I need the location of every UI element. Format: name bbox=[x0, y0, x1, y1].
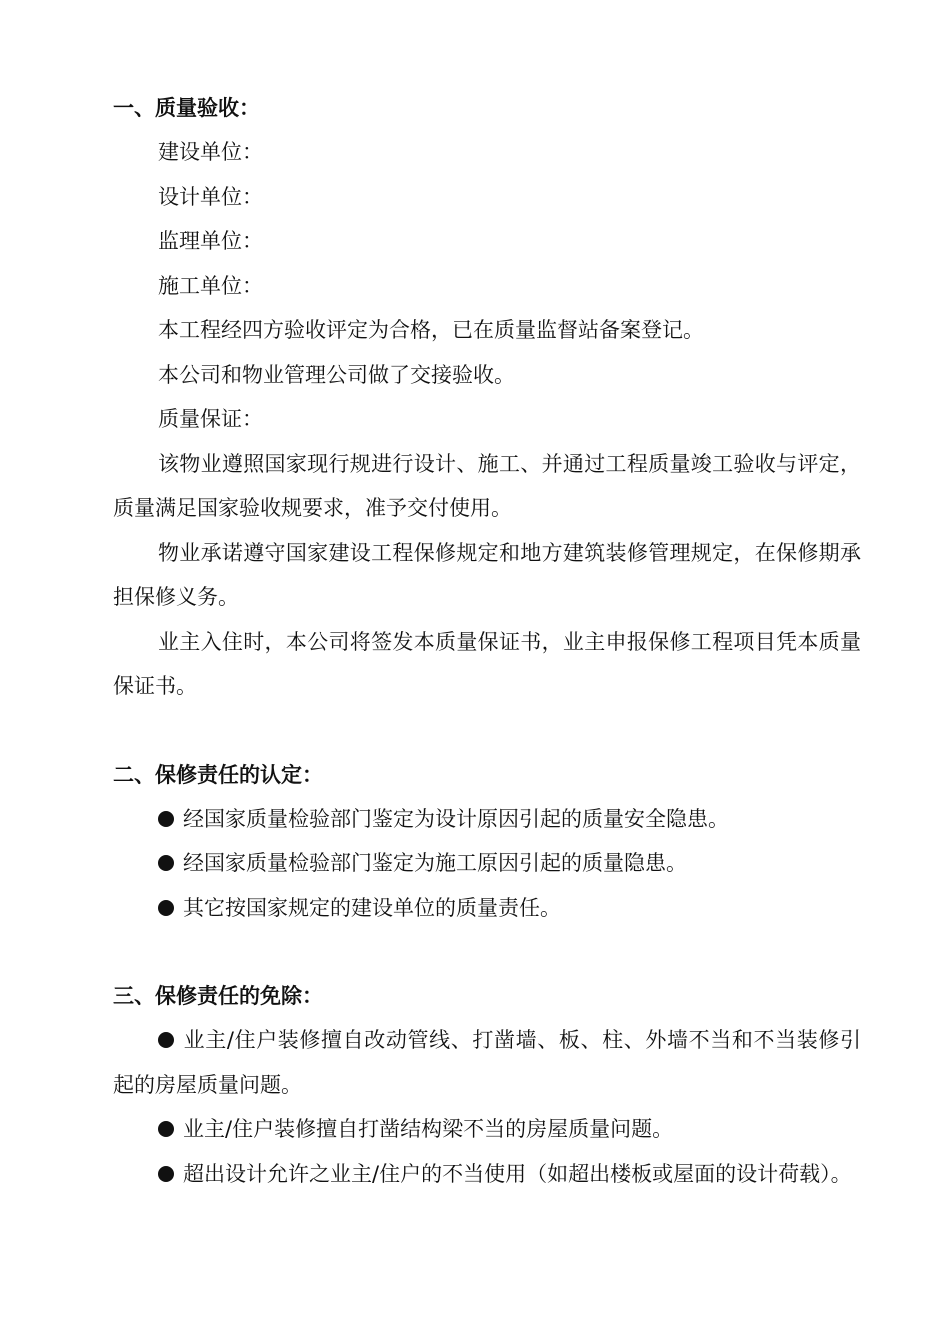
paragraph-warranty-commitment: 物业承诺遵守国家建设工程保修规定和地方建筑装修管理规定，在保修期承担保修义务。 bbox=[113, 540, 861, 609]
field-design-unit: 设计单位： bbox=[158, 184, 263, 209]
list-item bbox=[113, 841, 861, 886]
bullet-icon bbox=[158, 900, 174, 916]
field-builder-unit: 施工单位： bbox=[158, 273, 263, 298]
section-gap bbox=[113, 709, 861, 753]
paragraph-compliance: 该物业遵照国家现行规进行设计、施工、并通过工程质量竣工验收与评定，质量满足国家验收规要求，准予交付使用。 bbox=[113, 451, 861, 520]
list-item bbox=[113, 1107, 861, 1152]
paragraph-certificate-issuance: 业主入住时，本公司将签发本质量保证书，业主申报保修工程项目凭本质量保证书。 bbox=[113, 629, 861, 698]
list-item bbox=[113, 1152, 861, 1197]
guarantee-label: 质量保证： bbox=[158, 407, 263, 431]
list-item-text: 经国家质量检验部门鉴定为设计原因引起的质量安全隐患。 bbox=[183, 806, 729, 831]
section-heading-warranty-responsibility: 二、保修责任的认定： bbox=[113, 762, 323, 787]
bullet-icon bbox=[158, 855, 174, 871]
list-item bbox=[113, 1018, 861, 1107]
list-item bbox=[113, 797, 861, 842]
list-item bbox=[113, 886, 861, 931]
field-supervision-unit: 监理单位： bbox=[158, 229, 263, 253]
statement-handover: 本公司和物业管理公司做了交接验收。 bbox=[158, 362, 515, 387]
document-page bbox=[113, 86, 861, 1196]
list-item-text: 业主/住户装修擅自打凿结构梁不当的房屋质量问题。 bbox=[183, 1117, 674, 1141]
bullet-icon bbox=[158, 1032, 174, 1048]
section-heading-warranty-exemption: 三、保修责任的免除： bbox=[113, 984, 323, 1008]
list-item-text: 业主/住户装修擅自改动管线、打凿墙、板、柱、外墙不当和不当装修引起的房屋质量问题。 bbox=[113, 1028, 861, 1097]
list-item-text: 经国家质量检验部门鉴定为施工原因引起的质量隐患。 bbox=[183, 851, 687, 875]
field-construction-unit: 建设单位： bbox=[158, 140, 263, 164]
bullet-icon bbox=[158, 1166, 174, 1182]
list-item-text: 其它按国家规定的建设单位的质量责任。 bbox=[183, 895, 561, 920]
statement-acceptance: 本工程经四方验收评定为合格，已在质量监督站备案登记。 bbox=[158, 318, 704, 342]
bullet-icon bbox=[158, 1121, 174, 1137]
bullet-icon bbox=[158, 811, 174, 827]
list-item-text: 超出设计允许之业主/住户的不当使用（如超出楼板或屋面的设计荷载）。 bbox=[183, 1161, 852, 1186]
section-gap bbox=[113, 930, 861, 974]
section-heading-quality-acceptance: 一、质量验收： bbox=[113, 96, 260, 120]
